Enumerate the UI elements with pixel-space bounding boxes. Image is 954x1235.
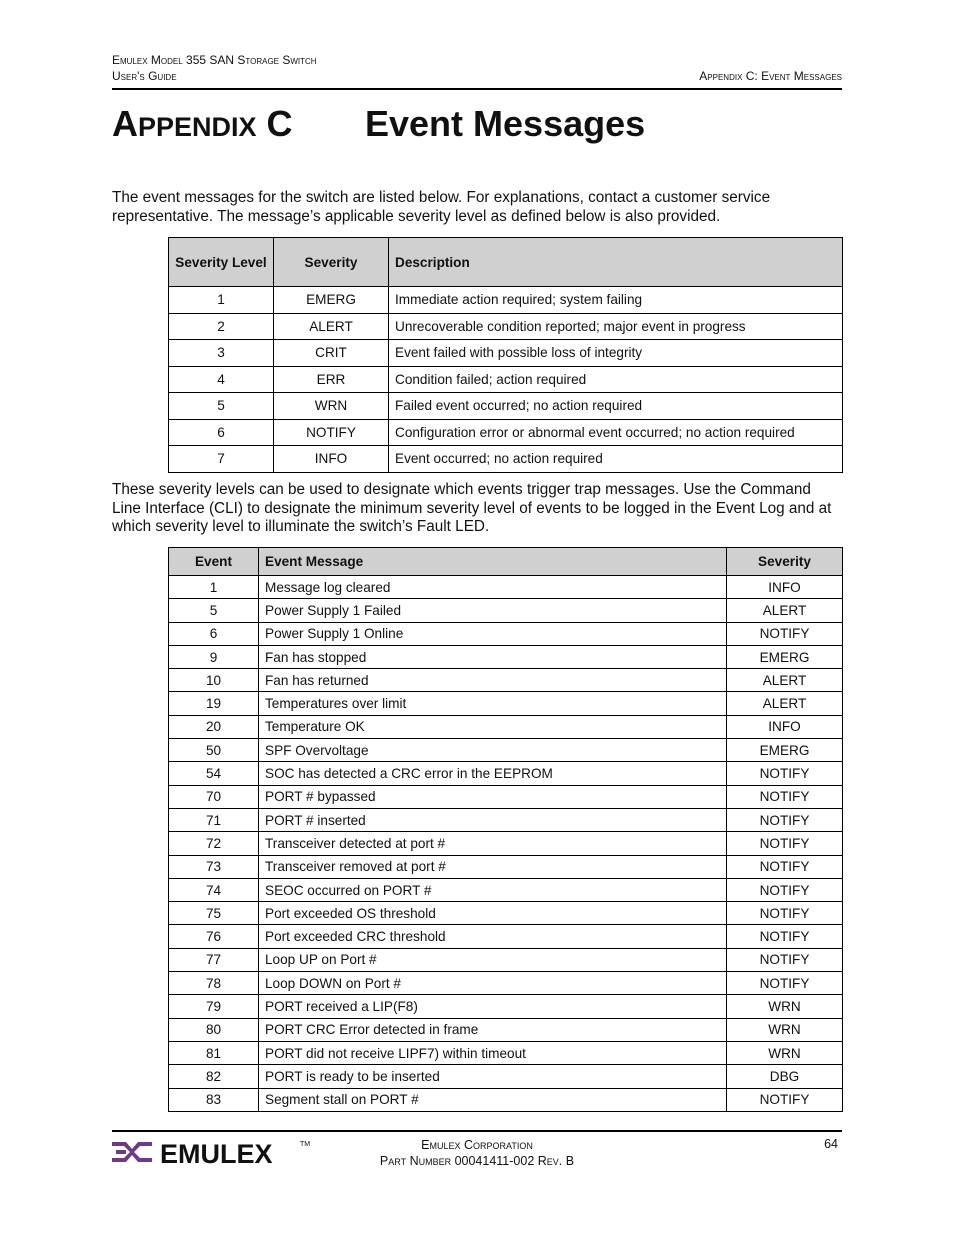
- event-message-cell: Transceiver detected at port #: [259, 832, 727, 855]
- event-message-cell: SEOC occurred on PORT #: [259, 878, 727, 901]
- table-row: [169, 972, 843, 995]
- event-id-cell: 5: [169, 599, 259, 622]
- event-message-cell: Port exceeded CRC threshold: [259, 925, 727, 948]
- table-row: [169, 878, 843, 901]
- description-cell: Condition failed; action required: [389, 366, 843, 393]
- severity-level-cell: 6: [169, 419, 274, 446]
- event-message-cell: Loop DOWN on Port #: [259, 972, 727, 995]
- table-row: [169, 832, 843, 855]
- event-severity-cell: ALERT: [727, 669, 843, 692]
- event-severity-cell: INFO: [727, 715, 843, 738]
- table-row: [169, 948, 843, 971]
- footer-part-number: Part Number 00041411-002 Rev. B: [379, 1154, 575, 1168]
- event-severity-cell: NOTIFY: [727, 948, 843, 971]
- event-message-cell: Message log cleared: [259, 576, 727, 599]
- table-row: [169, 366, 843, 393]
- event-id-cell: 77: [169, 948, 259, 971]
- intro-paragraph: The event messages for the switch are listed below. For explanations, contact a customer service representative. The message’s applicable severity level as defined below is also provided.: [112, 189, 771, 225]
- footer-center: [0, 1137, 954, 1169]
- event-severity-cell: NOTIFY: [727, 925, 843, 948]
- severity-name-cell: ALERT: [274, 313, 389, 340]
- event-message-cell: Transceiver removed at port #: [259, 855, 727, 878]
- severity-usage-paragraph: These severity levels can be used to designate which events trigger trap messages. Use the Command Line Interface (CLI) to designate the minimum severity level of events to be logged in the Event Log and at which severity level to illuminate the switch’s Fault LED.: [112, 481, 832, 535]
- table-row: [169, 715, 843, 738]
- table-row: [169, 645, 843, 668]
- severity-name-cell: INFO: [274, 446, 389, 473]
- col-header-event-severity: Severity: [727, 548, 843, 576]
- footer-rule: [112, 1130, 842, 1132]
- table-row: [169, 1041, 843, 1064]
- description-cell: Event occurred; no action required: [389, 446, 843, 473]
- col-header-description: Description: [389, 238, 843, 287]
- event-id-cell: 71: [169, 808, 259, 831]
- table-row: [169, 1065, 843, 1088]
- event-severity-cell: NOTIFY: [727, 855, 843, 878]
- severity-level-cell: 2: [169, 313, 274, 340]
- severity-name-cell: CRIT: [274, 340, 389, 367]
- event-table-header: [169, 548, 843, 576]
- event-severity-cell: WRN: [727, 1018, 843, 1041]
- severity-level-cell: 5: [169, 393, 274, 420]
- event-id-cell: 76: [169, 925, 259, 948]
- event-id-cell: 20: [169, 715, 259, 738]
- table-row: [169, 313, 843, 340]
- event-message-cell: Segment stall on PORT #: [259, 1088, 727, 1111]
- footer-company: Emulex Corporation: [421, 1138, 533, 1152]
- event-severity-cell: INFO: [727, 576, 843, 599]
- event-message-cell: SOC has detected a CRC error in the EEPROM: [259, 762, 727, 785]
- event-id-cell: 75: [169, 902, 259, 925]
- severity-name-cell: NOTIFY: [274, 419, 389, 446]
- severity-name-cell: WRN: [274, 393, 389, 420]
- table-row: [169, 1088, 843, 1111]
- event-severity-cell: NOTIFY: [727, 808, 843, 831]
- event-id-cell: 50: [169, 739, 259, 762]
- header-section: Appendix C: Event Messages: [699, 69, 842, 83]
- table-row: [169, 995, 843, 1018]
- event-message-cell: Fan has stopped: [259, 645, 727, 668]
- header-guide: User's Guide: [112, 69, 177, 83]
- event-message-cell: Power Supply 1 Online: [259, 622, 727, 645]
- event-id-cell: 81: [169, 1041, 259, 1064]
- event-severity-cell: NOTIFY: [727, 622, 843, 645]
- col-header-severity: Severity: [274, 238, 389, 287]
- event-severity-cell: NOTIFY: [727, 785, 843, 808]
- col-header-severity-level: Severity Level: [169, 238, 274, 287]
- event-severity-cell: NOTIFY: [727, 762, 843, 785]
- table-row: [169, 287, 843, 314]
- page-header: [112, 52, 842, 90]
- event-message-cell: Temperature OK: [259, 715, 727, 738]
- severity-name-cell: EMERG: [274, 287, 389, 314]
- event-message-cell: Port exceeded OS threshold: [259, 902, 727, 925]
- event-id-cell: 74: [169, 878, 259, 901]
- severity-table-header: [169, 238, 843, 287]
- event-severity-cell: NOTIFY: [727, 832, 843, 855]
- event-severity-cell: NOTIFY: [727, 878, 843, 901]
- event-severity-cell: ALERT: [727, 599, 843, 622]
- table-row: [169, 785, 843, 808]
- event-message-cell: Loop UP on Port #: [259, 948, 727, 971]
- table-row: [169, 340, 843, 367]
- event-message-cell: PORT did not receive LIPF7) within timeout: [259, 1041, 727, 1064]
- event-id-cell: 54: [169, 762, 259, 785]
- logo-wordmark: EMULEX: [160, 1139, 273, 1168]
- table-row: [169, 576, 843, 599]
- table-row: [169, 669, 843, 692]
- event-severity-cell: EMERG: [727, 739, 843, 762]
- table-row: [169, 902, 843, 925]
- table-row: [169, 739, 843, 762]
- col-header-event: Event: [169, 548, 259, 576]
- description-cell: Immediate action required; system failing: [389, 287, 843, 314]
- severity-level-cell: 1: [169, 287, 274, 314]
- event-message-cell: SPF Overvoltage: [259, 739, 727, 762]
- event-severity-cell: WRN: [727, 995, 843, 1018]
- table-row: [169, 762, 843, 785]
- table-row: [169, 446, 843, 473]
- col-header-event-message: Event Message: [259, 548, 727, 576]
- description-cell: Event failed with possible loss of integrity: [389, 340, 843, 367]
- table-row: [169, 622, 843, 645]
- table-row: [169, 419, 843, 446]
- event-id-cell: 73: [169, 855, 259, 878]
- event-id-cell: 72: [169, 832, 259, 855]
- logo-trademark: TM: [300, 1141, 311, 1148]
- severity-level-cell: 7: [169, 446, 274, 473]
- event-message-cell: PORT received a LIP(F8): [259, 995, 727, 1018]
- event-severity-cell: NOTIFY: [727, 902, 843, 925]
- table-row: [169, 599, 843, 622]
- severity-table: [168, 237, 843, 473]
- table-row: [169, 808, 843, 831]
- description-cell: Failed event occurred; no action required: [389, 393, 843, 420]
- event-message-cell: Power Supply 1 Failed: [259, 599, 727, 622]
- table-row: [169, 692, 843, 715]
- event-message-cell: PORT # inserted: [259, 808, 727, 831]
- event-severity-cell: NOTIFY: [727, 1088, 843, 1111]
- description-cell: Configuration error or abnormal event occurred; no action required: [389, 419, 843, 446]
- severity-name-cell: ERR: [274, 366, 389, 393]
- severity-level-cell: 4: [169, 366, 274, 393]
- appendix-label: APPENDIX C: [112, 103, 293, 144]
- event-message-cell: PORT CRC Error detected in frame: [259, 1018, 727, 1041]
- event-severity-cell: NOTIFY: [727, 972, 843, 995]
- event-id-cell: 1: [169, 576, 259, 599]
- description-cell: Unrecoverable condition reported; major event in progress: [389, 313, 843, 340]
- event-message-cell: Temperatures over limit: [259, 692, 727, 715]
- event-id-cell: 83: [169, 1088, 259, 1111]
- event-id-cell: 10: [169, 669, 259, 692]
- table-row: [169, 1018, 843, 1041]
- event-message-cell: PORT is ready to be inserted: [259, 1065, 727, 1088]
- event-message-cell: PORT # bypassed: [259, 785, 727, 808]
- event-id-cell: 70: [169, 785, 259, 808]
- table-row: [169, 855, 843, 878]
- table-row: [169, 393, 843, 420]
- event-severity-cell: WRN: [727, 1041, 843, 1064]
- event-id-cell: 6: [169, 622, 259, 645]
- header-product: Emulex Model 355 SAN Storage Switch: [112, 53, 317, 67]
- table-row: [169, 925, 843, 948]
- event-id-cell: 78: [169, 972, 259, 995]
- event-severity-cell: ALERT: [727, 692, 843, 715]
- chapter-title: Event Messages: [365, 103, 646, 144]
- event-severity-cell: EMERG: [727, 645, 843, 668]
- event-id-cell: 79: [169, 995, 259, 1018]
- event-id-cell: 19: [169, 692, 259, 715]
- event-table: [168, 547, 843, 1112]
- event-severity-cell: DBG: [727, 1065, 843, 1088]
- event-id-cell: 82: [169, 1065, 259, 1088]
- event-id-cell: 80: [169, 1018, 259, 1041]
- severity-level-cell: 3: [169, 340, 274, 367]
- page-number: 64: [824, 1137, 838, 1151]
- event-message-cell: Fan has returned: [259, 669, 727, 692]
- event-id-cell: 9: [169, 645, 259, 668]
